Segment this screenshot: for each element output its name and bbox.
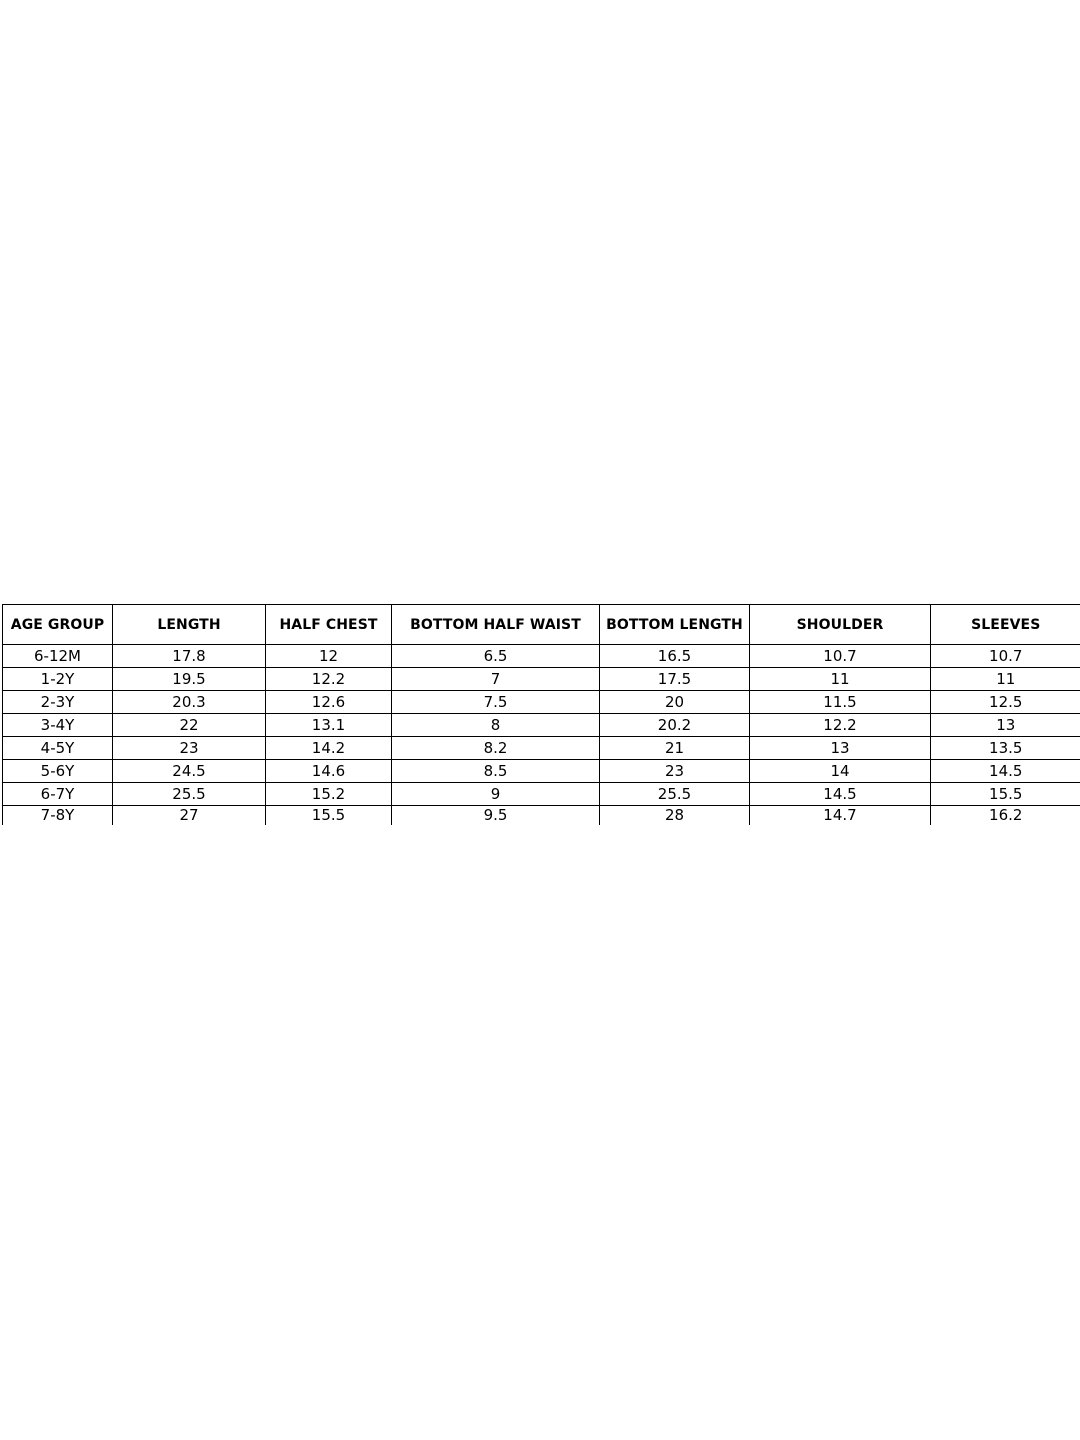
cell-age-group: 6-12M (3, 645, 113, 668)
cell-shoulder: 14.7 (750, 806, 931, 826)
cell-shoulder: 14.5 (750, 783, 931, 806)
cell-bottom-length: 28 (600, 806, 750, 826)
cell-age-group: 1-2Y (3, 668, 113, 691)
cell-bottom-half-waist: 8.5 (392, 760, 600, 783)
header-row (3, 605, 1080, 645)
cell-length: 25.5 (113, 783, 266, 806)
table-row (3, 806, 1080, 826)
header-shoulder: SHOULDER (750, 605, 931, 645)
cell-length: 17.8 (113, 645, 266, 668)
cell-age-group: 7-8Y (3, 806, 113, 826)
cell-bottom-half-waist: 9.5 (392, 806, 600, 826)
cell-shoulder: 13 (750, 737, 931, 760)
cell-bottom-length: 16.5 (600, 645, 750, 668)
cell-bottom-half-waist: 7.5 (392, 691, 600, 714)
header-age-group: AGE GROUP (3, 605, 113, 645)
cell-bottom-length: 25.5 (600, 783, 750, 806)
table-body (3, 645, 1080, 826)
table-row (3, 714, 1080, 737)
cell-half-chest: 15.2 (266, 783, 392, 806)
cell-sleeves: 12.5 (931, 691, 1080, 714)
header-sleeves: SLEEVES (931, 605, 1080, 645)
header-bottom-length: BOTTOM LENGTH (600, 605, 750, 645)
cell-length: 22 (113, 714, 266, 737)
table-row (3, 668, 1080, 691)
cell-shoulder: 11 (750, 668, 931, 691)
cell-sleeves: 15.5 (931, 783, 1080, 806)
cell-sleeves: 14.5 (931, 760, 1080, 783)
cell-bottom-half-waist: 8 (392, 714, 600, 737)
table-row (3, 760, 1080, 783)
cell-bottom-half-waist: 9 (392, 783, 600, 806)
cell-age-group: 6-7Y (3, 783, 113, 806)
cell-age-group: 3-4Y (3, 714, 113, 737)
cell-bottom-length: 20.2 (600, 714, 750, 737)
cell-sleeves: 11 (931, 668, 1080, 691)
cell-bottom-half-waist: 8.2 (392, 737, 600, 760)
table-row (3, 691, 1080, 714)
header-half-chest: HALF CHEST (266, 605, 392, 645)
cell-age-group: 5-6Y (3, 760, 113, 783)
cell-half-chest: 12.2 (266, 668, 392, 691)
table-row (3, 645, 1080, 668)
cell-shoulder: 14 (750, 760, 931, 783)
cell-half-chest: 13.1 (266, 714, 392, 737)
cell-bottom-length: 17.5 (600, 668, 750, 691)
cell-bottom-half-waist: 7 (392, 668, 600, 691)
header-length: LENGTH (113, 605, 266, 645)
cell-length: 19.5 (113, 668, 266, 691)
cell-half-chest: 12 (266, 645, 392, 668)
cell-sleeves: 16.2 (931, 806, 1080, 826)
cell-sleeves: 13.5 (931, 737, 1080, 760)
cell-sleeves: 13 (931, 714, 1080, 737)
cell-length: 23 (113, 737, 266, 760)
header-bottom-half-waist: BOTTOM HALF WAIST (392, 605, 600, 645)
cell-shoulder: 12.2 (750, 714, 931, 737)
cell-bottom-length: 21 (600, 737, 750, 760)
cell-age-group: 4-5Y (3, 737, 113, 760)
table-row (3, 783, 1080, 806)
cell-half-chest: 12.6 (266, 691, 392, 714)
cell-bottom-length: 20 (600, 691, 750, 714)
cell-shoulder: 11.5 (750, 691, 931, 714)
cell-age-group: 2-3Y (3, 691, 113, 714)
table-row (3, 737, 1080, 760)
cell-half-chest: 14.6 (266, 760, 392, 783)
cell-length: 20.3 (113, 691, 266, 714)
cell-length: 27 (113, 806, 266, 826)
cell-bottom-half-waist: 6.5 (392, 645, 600, 668)
cell-shoulder: 10.7 (750, 645, 931, 668)
cell-bottom-length: 23 (600, 760, 750, 783)
cell-length: 24.5 (113, 760, 266, 783)
table-header (3, 605, 1080, 645)
cell-half-chest: 15.5 (266, 806, 392, 826)
cell-half-chest: 14.2 (266, 737, 392, 760)
size-chart-table (2, 604, 1080, 825)
cell-sleeves: 10.7 (931, 645, 1080, 668)
